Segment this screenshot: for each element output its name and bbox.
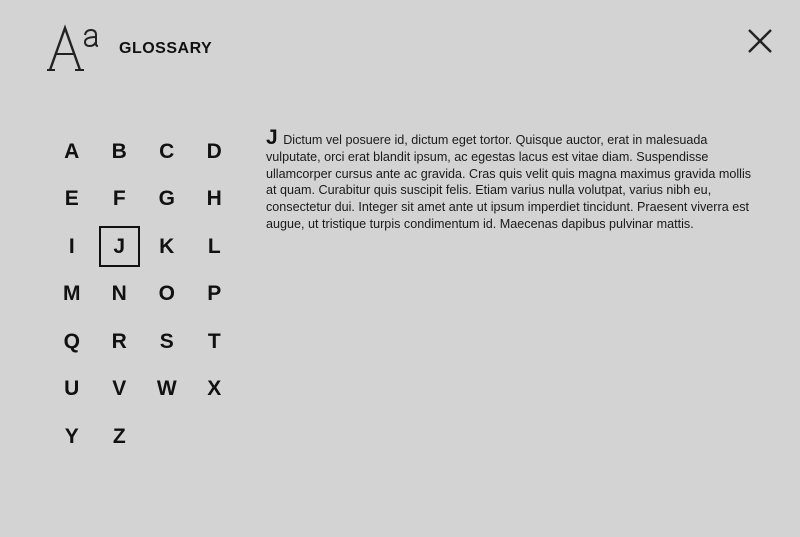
letter-u[interactable]: U <box>64 377 80 401</box>
letter-t[interactable]: T <box>207 329 221 353</box>
alphabet-index <box>48 128 238 461</box>
letter-c[interactable]: C <box>159 139 175 163</box>
definition-text: Dictum vel posuere id, dictum eget tortor. Quisque auctor, erat in malesuada vulputate, orci erat blandit ipsum, ac egestas lacus est vitae diam. Suspendisse ullamcorper cursus ante ac gravida. Cras quis velit quis magna maximus gravida mollis at quam. Curabitur quis suscipit felis. Etiam varius nulla volutpat, varius nibh eu, consectetur dui. Integer sit amet ante ut ipsum imperdiet tincidunt. Praesent viverra est augue, ut tristique turpis condimentum id. Maecenas dapibus pulvinar mattis. <box>266 133 752 231</box>
letter-b[interactable]: B <box>111 139 127 163</box>
letter-o[interactable]: O <box>158 282 175 306</box>
letter-a[interactable]: A <box>64 139 80 163</box>
letter-w[interactable]: W <box>156 377 177 401</box>
letter-r[interactable]: R <box>111 329 127 353</box>
letter-j-selected[interactable]: J <box>99 226 140 267</box>
font-size-icon <box>46 22 102 74</box>
letter-h[interactable]: H <box>206 187 222 211</box>
letter-g[interactable]: G <box>158 187 175 211</box>
letter-f[interactable]: F <box>112 187 126 211</box>
glossary-definition <box>266 126 758 233</box>
letter-m[interactable]: M <box>63 282 81 306</box>
letter-s[interactable]: S <box>159 329 174 353</box>
letter-d[interactable]: D <box>206 139 222 163</box>
letter-p[interactable]: P <box>207 282 222 306</box>
letter-k[interactable]: K <box>159 234 175 258</box>
letter-i[interactable]: I <box>68 234 75 258</box>
letter-e[interactable]: E <box>64 187 79 211</box>
letter-l[interactable]: L <box>207 234 221 258</box>
close-icon[interactable] <box>745 26 775 56</box>
letter-v[interactable]: V <box>112 377 127 401</box>
page-title: GLOSSARY <box>119 40 213 57</box>
letter-q[interactable]: Q <box>63 329 80 353</box>
letter-y[interactable]: Y <box>64 424 79 448</box>
letter-n[interactable]: N <box>111 282 127 306</box>
definition-letter: J <box>266 126 278 149</box>
letter-x[interactable]: X <box>207 377 222 401</box>
letter-z[interactable]: Z <box>112 424 126 448</box>
